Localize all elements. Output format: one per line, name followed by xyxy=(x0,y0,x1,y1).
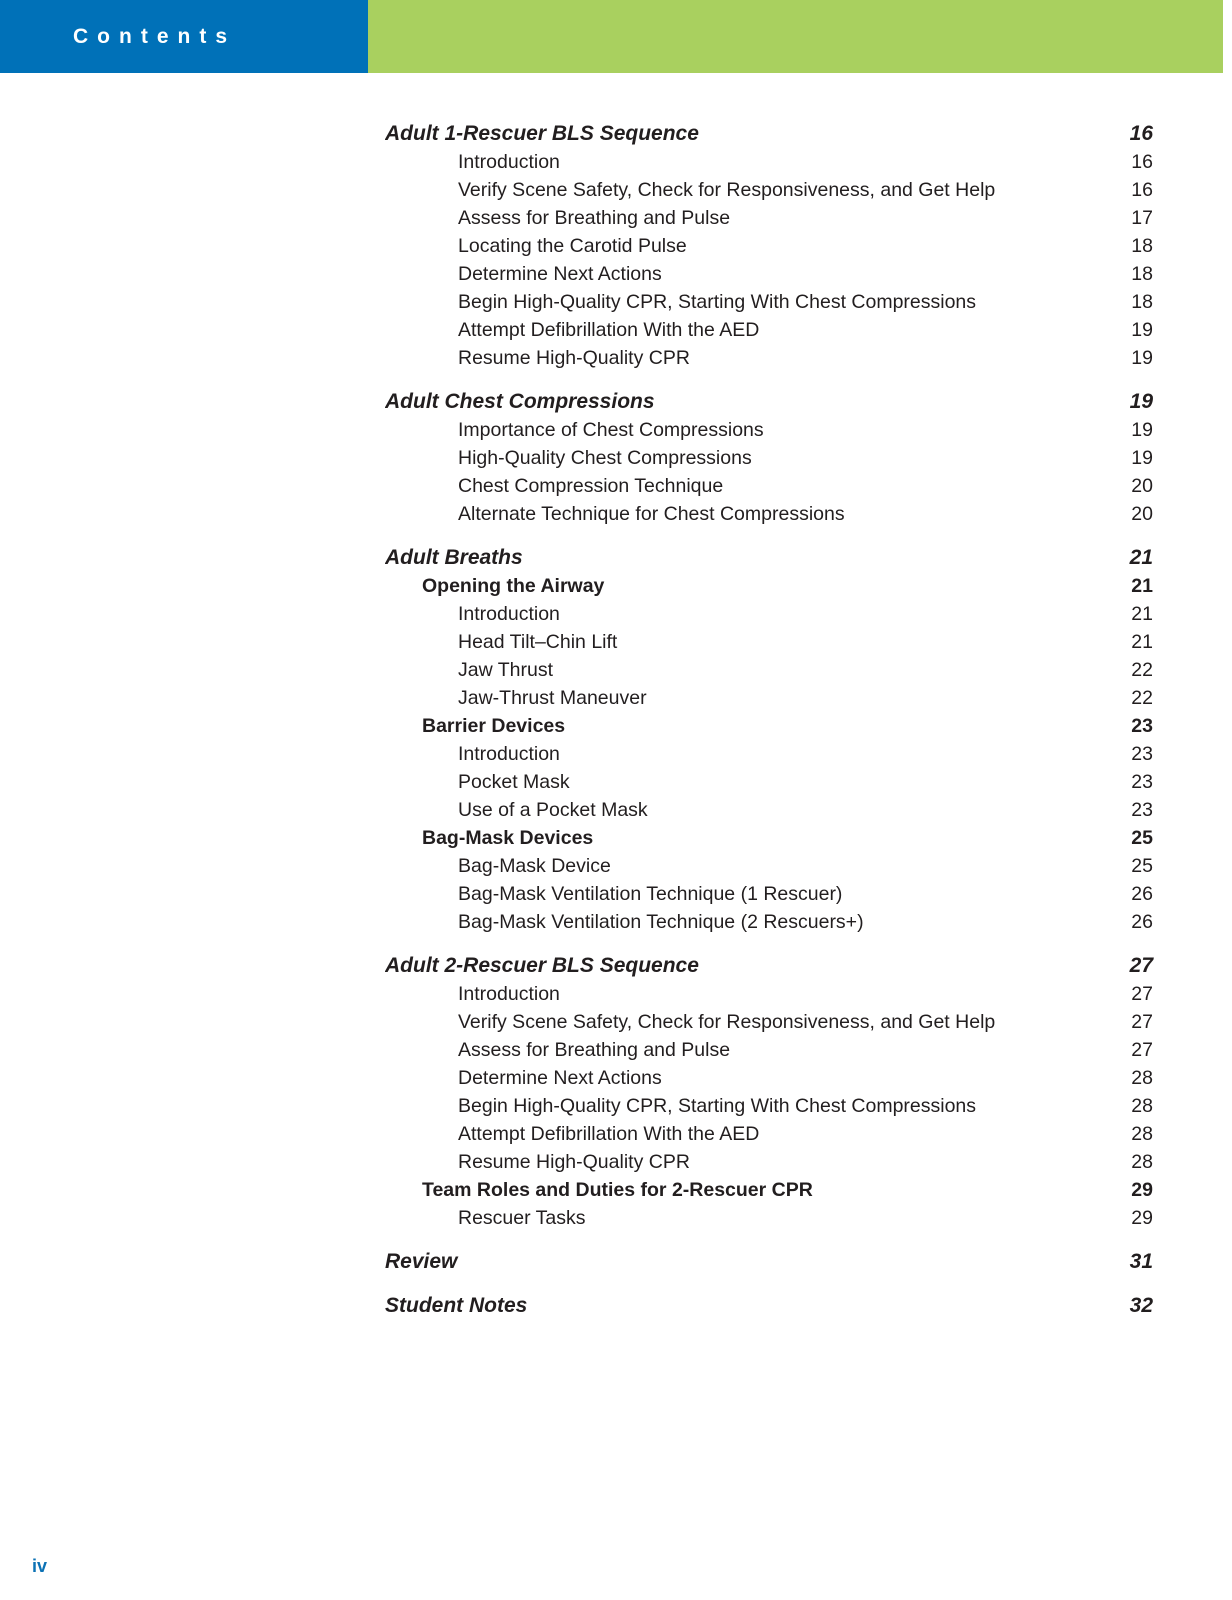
toc-entry-page-number: 21 xyxy=(1129,546,1153,569)
toc-entry[interactable] xyxy=(385,500,1153,528)
toc-entry-page-number: 19 xyxy=(1131,319,1153,341)
toc-entry[interactable] xyxy=(385,980,1153,1008)
toc-entry-label: Determine Next Actions xyxy=(458,1067,662,1089)
toc-entry-label: Review xyxy=(385,1250,458,1273)
toc-entry-label: Importance of Chest Compressions xyxy=(458,419,764,441)
toc-entry-label: Adult 1-Rescuer BLS Sequence xyxy=(385,122,699,145)
toc-entry-page-number: 21 xyxy=(1131,575,1153,597)
toc-entry[interactable] xyxy=(385,600,1153,628)
toc-entry-label: Resume High-Quality CPR xyxy=(458,347,690,369)
toc-entry[interactable] xyxy=(385,1176,1153,1204)
toc-entry-page-number: 18 xyxy=(1131,291,1153,313)
toc-list xyxy=(385,120,1153,1320)
toc-entry[interactable] xyxy=(385,176,1153,204)
toc-entry-page-number: 26 xyxy=(1131,883,1153,905)
toc-entry-page-number: 28 xyxy=(1131,1123,1153,1145)
toc-entry-label: Team Roles and Duties for 2-Rescuer CPR xyxy=(422,1179,813,1201)
toc-entry-page-number: 23 xyxy=(1131,799,1153,821)
toc-entry-label: Verify Scene Safety, Check for Responsiveness, and Get Help xyxy=(458,1011,996,1033)
toc-entry-label: Student Notes xyxy=(385,1294,528,1317)
header-accent-bar xyxy=(368,0,1223,73)
toc-entry-label: Adult Breaths xyxy=(385,546,523,569)
toc-entry-label: Locating the Carotid Pulse xyxy=(458,235,687,257)
toc-entry-label: Barrier Devices xyxy=(422,715,566,737)
toc-entry-page-number: 26 xyxy=(1131,911,1153,933)
toc-entry-label: Adult 2-Rescuer BLS Sequence xyxy=(385,954,699,977)
toc-entry[interactable] xyxy=(385,684,1153,712)
toc-entry-page-number: 18 xyxy=(1131,263,1153,285)
header-band xyxy=(0,0,1232,73)
folio-page-number: iv xyxy=(32,1556,48,1576)
contents-header-bar xyxy=(0,0,368,73)
toc-entry[interactable] xyxy=(385,288,1153,316)
toc-entry-page-number: 17 xyxy=(1131,207,1153,229)
toc-entry[interactable] xyxy=(385,316,1153,344)
toc-entry-label: Opening the Airway xyxy=(422,575,605,597)
toc-entry-page-number: 16 xyxy=(1131,179,1153,201)
toc-entry[interactable] xyxy=(385,472,1153,500)
toc-entry-label: High-Quality Chest Compressions xyxy=(458,447,752,469)
toc-entry[interactable] xyxy=(385,628,1153,656)
toc-entry-label: Verify Scene Safety, Check for Responsiveness, and Get Help xyxy=(458,179,996,201)
toc-entry-page-number: 22 xyxy=(1131,687,1153,709)
toc-entry-label: Bag-Mask Devices xyxy=(422,827,594,849)
toc-entry-page-number: 27 xyxy=(1131,1011,1153,1033)
toc-entry[interactable] xyxy=(385,1204,1153,1232)
toc-entry[interactable] xyxy=(385,388,1153,416)
toc-entry-page-number: 21 xyxy=(1131,603,1153,625)
toc-entry[interactable] xyxy=(385,1092,1153,1120)
toc-entry[interactable] xyxy=(385,768,1153,796)
toc-entry-page-number: 19 xyxy=(1131,447,1153,469)
toc-entry[interactable] xyxy=(385,1120,1153,1148)
toc-entry-label: Jaw-Thrust Maneuver xyxy=(458,687,647,709)
toc-entry-page-number: 22 xyxy=(1131,659,1153,681)
toc-entry[interactable] xyxy=(385,572,1153,600)
toc-entry-page-number: 19 xyxy=(1131,419,1153,441)
toc-entry-label: Attempt Defibrillation With the AED xyxy=(458,319,760,341)
toc-entry-page-number: 25 xyxy=(1131,827,1153,849)
toc-entry[interactable] xyxy=(385,740,1153,768)
toc-entry-label: Bag-Mask Ventilation Technique (2 Rescuers+) xyxy=(458,911,864,933)
toc-entry-label: Pocket Mask xyxy=(458,771,570,793)
toc-entry[interactable] xyxy=(385,712,1153,740)
table-of-contents xyxy=(385,120,1153,1320)
toc-entry-page-number: 16 xyxy=(1129,122,1153,145)
toc-entry-page-number: 23 xyxy=(1131,715,1153,737)
toc-entry-label: Bag-Mask Device xyxy=(458,855,611,877)
toc-entry[interactable] xyxy=(385,952,1153,980)
toc-entry[interactable] xyxy=(385,1008,1153,1036)
toc-entry-label: Adult Chest Compressions xyxy=(385,390,655,413)
toc-entry-page-number: 28 xyxy=(1131,1095,1153,1117)
toc-entry-page-number: 19 xyxy=(1129,390,1153,413)
toc-entry-page-number: 20 xyxy=(1131,475,1153,497)
toc-entry[interactable] xyxy=(385,908,1153,936)
toc-entry[interactable] xyxy=(385,232,1153,260)
toc-entry-label: Determine Next Actions xyxy=(458,263,662,285)
toc-entry-page-number: 16 xyxy=(1131,151,1153,173)
toc-entry-page-number: 27 xyxy=(1129,954,1153,977)
toc-entry-label: Introduction xyxy=(458,743,560,765)
toc-entry-page-number: 19 xyxy=(1131,347,1153,369)
toc-entry-page-number: 21 xyxy=(1131,631,1153,653)
toc-entry[interactable] xyxy=(385,120,1153,148)
toc-entry-page-number: 23 xyxy=(1131,771,1153,793)
toc-entry[interactable] xyxy=(385,824,1153,852)
toc-entry-label: Introduction xyxy=(458,151,560,173)
page-title: Contents xyxy=(73,24,236,48)
toc-entry[interactable] xyxy=(385,1248,1153,1276)
toc-entry[interactable] xyxy=(385,656,1153,684)
toc-entry-label: Chest Compression Technique xyxy=(458,475,724,497)
toc-entry-page-number: 29 xyxy=(1131,1207,1153,1229)
toc-entry[interactable] xyxy=(385,880,1153,908)
toc-entry-label: Begin High-Quality CPR, Starting With Chest Compressions xyxy=(458,1095,977,1117)
toc-entry-label: Jaw Thrust xyxy=(458,659,554,681)
toc-entry[interactable] xyxy=(385,852,1153,880)
toc-entry-label: Alternate Technique for Chest Compressions xyxy=(458,503,845,525)
toc-entry-label: Attempt Defibrillation With the AED xyxy=(458,1123,760,1145)
toc-entry[interactable] xyxy=(385,416,1153,444)
toc-entry[interactable] xyxy=(385,260,1153,288)
toc-entry[interactable] xyxy=(385,544,1153,572)
toc-entry[interactable] xyxy=(385,1292,1153,1320)
toc-entry-page-number: 20 xyxy=(1131,503,1153,525)
toc-entry[interactable] xyxy=(385,1036,1153,1064)
toc-entry-label: Rescuer Tasks xyxy=(458,1207,586,1229)
toc-entry-label: Begin High-Quality CPR, Starting With Chest Compressions xyxy=(458,291,977,313)
toc-entry[interactable] xyxy=(385,204,1153,232)
toc-entry-page-number: 32 xyxy=(1129,1294,1153,1317)
toc-entry[interactable] xyxy=(385,148,1153,176)
toc-entry-page-number: 18 xyxy=(1131,235,1153,257)
toc-entry-page-number: 27 xyxy=(1131,983,1153,1005)
toc-entry-page-number: 25 xyxy=(1131,855,1153,877)
toc-entry-label: Use of a Pocket Mask xyxy=(458,799,648,821)
toc-entry-page-number: 27 xyxy=(1131,1039,1153,1061)
toc-entry-page-number: 23 xyxy=(1131,743,1153,765)
toc-entry-page-number: 29 xyxy=(1131,1179,1153,1201)
toc-entry[interactable] xyxy=(385,444,1153,472)
toc-entry-label: Introduction xyxy=(458,603,560,625)
toc-entry-label: Introduction xyxy=(458,983,560,1005)
toc-entry-label: Assess for Breathing and Pulse xyxy=(458,207,731,229)
toc-entry-page-number: 28 xyxy=(1131,1151,1153,1173)
toc-entry-page-number: 28 xyxy=(1131,1067,1153,1089)
toc-entry[interactable] xyxy=(385,1064,1153,1092)
toc-entry-label: Assess for Breathing and Pulse xyxy=(458,1039,731,1061)
toc-entry-label: Head Tilt–Chin Lift xyxy=(458,631,618,653)
toc-entry[interactable] xyxy=(385,344,1153,372)
toc-entry-page-number: 31 xyxy=(1129,1250,1153,1273)
toc-entry[interactable] xyxy=(385,796,1153,824)
toc-entry-label: Bag-Mask Ventilation Technique (1 Rescuer) xyxy=(458,883,843,905)
toc-entry-label: Resume High-Quality CPR xyxy=(458,1151,690,1173)
toc-entry[interactable] xyxy=(385,1148,1153,1176)
